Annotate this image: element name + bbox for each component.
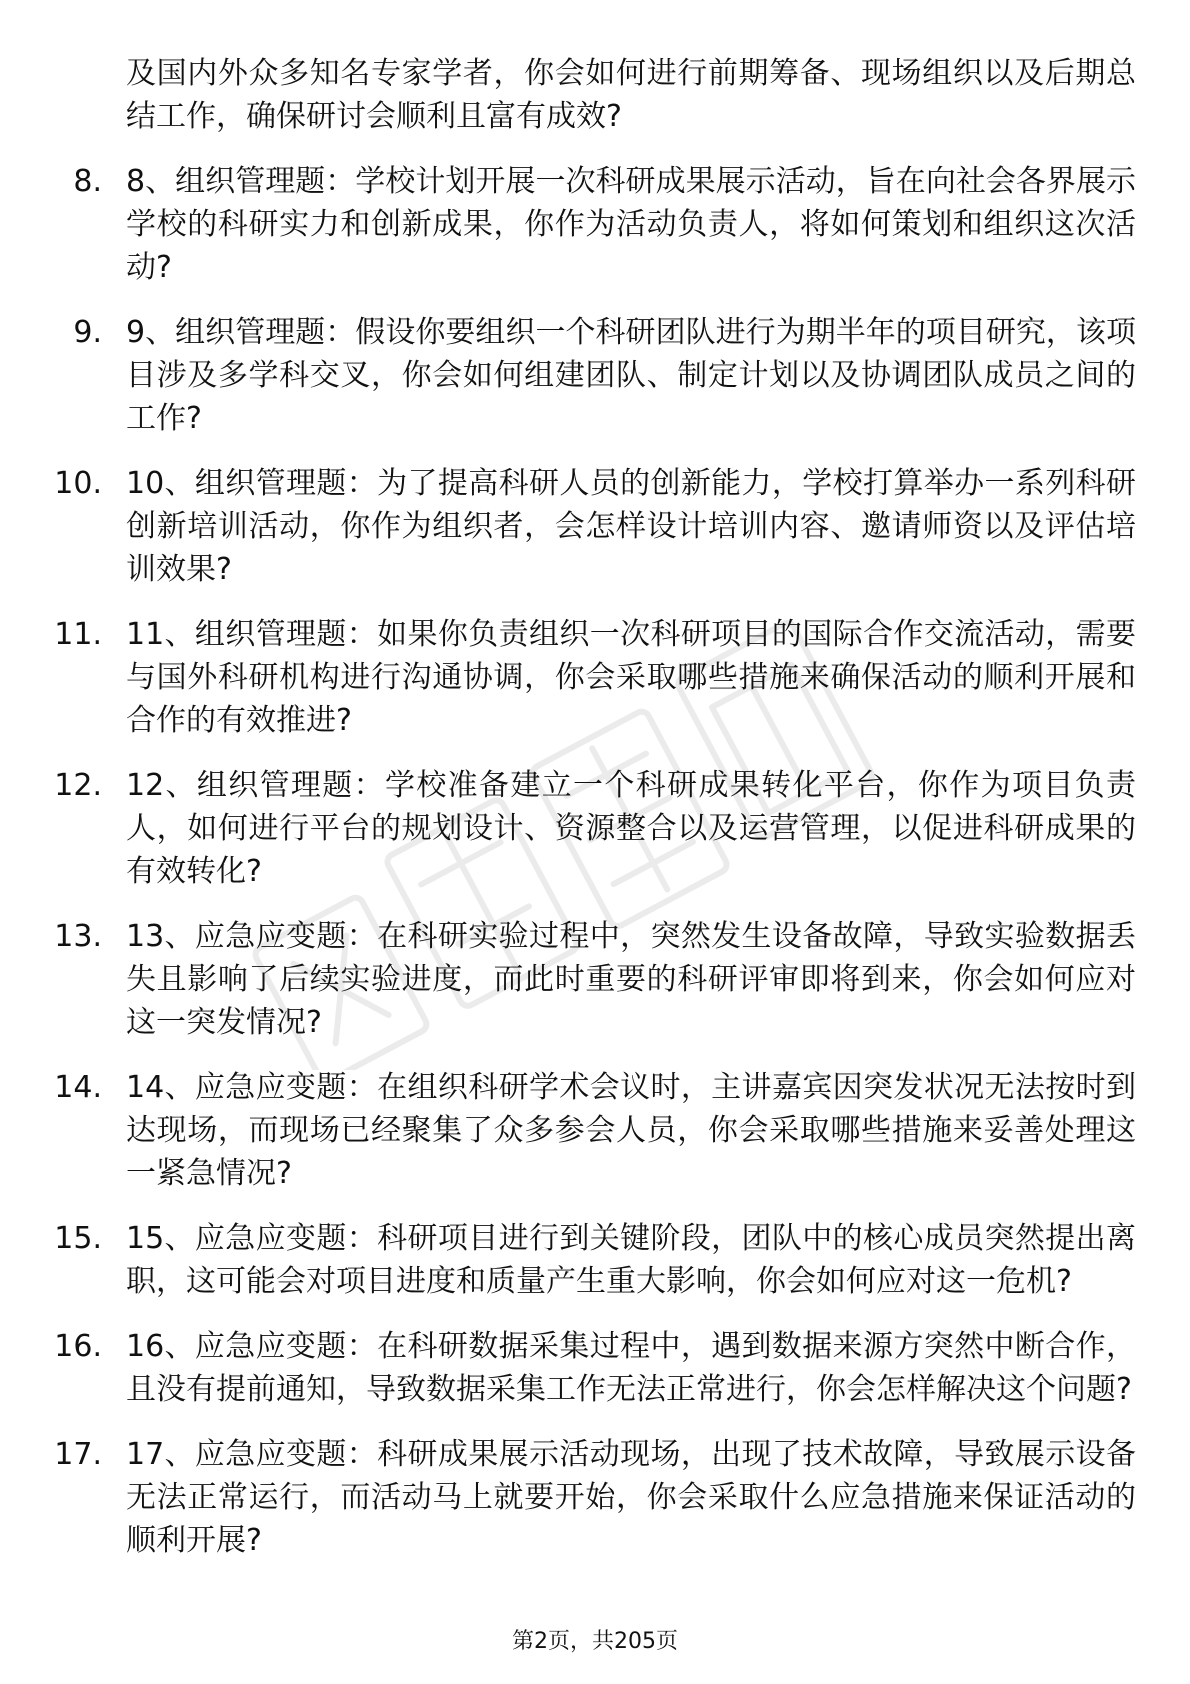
list-item: [0, 1433, 1190, 1562]
item-number: 10.: [54, 466, 102, 501]
item-number: 13.: [54, 919, 102, 954]
list-item: [0, 764, 1190, 893]
item-number: 17.: [54, 1437, 102, 1472]
list-item: [0, 915, 1190, 1044]
item-number: 9.: [73, 315, 102, 350]
list-item: [0, 1217, 1190, 1303]
page-footer: 第2页，共205页: [512, 1629, 678, 1654]
list-item: [0, 1325, 1190, 1411]
item-text: 14、应急应变题：在组织科研学术会议时，主讲嘉宾因突发状况无法按时到达现场，而现场已经聚集了众多参会人员，你会采取哪些措施来妥善处理这一紧急情况?: [126, 1070, 1136, 1191]
list-item: [0, 613, 1190, 742]
item-text: 8、组织管理题：学校计划开展一次科研成果展示活动，旨在向社会各界展示学校的科研实力和创新成果，你作为活动负责人，将如何策划和组织这次活动?: [126, 164, 1136, 285]
item-number: 14.: [54, 1070, 102, 1105]
item-text: 15、应急应变题：科研项目进行到关键阶段，团队中的核心成员突然提出离职，这可能会对项目进度和质量产生重大影响，你会如何应对这一危机?: [126, 1221, 1136, 1299]
list-item: [0, 311, 1190, 440]
item-text: 10、组织管理题：为了提高科研人员的创新能力，学校打算举办一系列科研创新培训活动，你作为组织者，会怎样设计培训内容、邀请师资以及评估培训效果?: [126, 466, 1136, 587]
item-text: 13、应急应变题：在科研实验过程中，突然发生设备故障，导致实验数据丢失且影响了后续实验进度，而此时重要的科研评审即将到来，你会如何应对这一突发情况?: [126, 919, 1136, 1040]
item-number: 12.: [54, 768, 102, 803]
item-text: 12、组织管理题：学校准备建立一个科研成果转化平台，你作为项目负责人，如何进行平台的规划设计、资源整合以及运营管理，以促进科研成果的有效转化?: [126, 768, 1136, 889]
lead-text: 及国内外众多知名专家学者，你会如何进行前期筹备、现场组织以及后期总结工作，确保研讨会顺利且富有成效?: [126, 56, 1136, 134]
item-number: 11.: [54, 617, 102, 652]
item-text: 11、组织管理题：如果你负责组织一次科研项目的国际合作交流活动，需要与国外科研机构进行沟通协调，你会采取哪些措施来确保活动的顺利开展和合作的有效推进?: [126, 617, 1136, 738]
item-text: 17、应急应变题：科研成果展示活动现场，出现了技术故障，导致展示设备无法正常运行，而活动马上就要开始，你会采取什么应急措施来保证活动的顺利开展?: [126, 1437, 1136, 1558]
list-item: [0, 462, 1190, 591]
item-text: 9、组织管理题：假设你要组织一个科研团队进行为期半年的项目研究，该项目涉及多学科交叉，你会如何组建团队、制定计划以及协调团队成员之间的工作?: [126, 315, 1136, 436]
lead-paragraph: [0, 52, 1190, 138]
list-item: [0, 160, 1190, 289]
item-number: 8.: [73, 164, 102, 199]
question-list: [0, 52, 1190, 1584]
list-item: [0, 1066, 1190, 1195]
item-number: 15.: [54, 1221, 102, 1256]
item-text: 16、应急应变题：在科研数据采集过程中，遇到数据来源方突然中断合作，且没有提前通知，导致数据采集工作无法正常进行，你会怎样解决这个问题?: [126, 1329, 1136, 1407]
item-number: 16.: [54, 1329, 102, 1364]
